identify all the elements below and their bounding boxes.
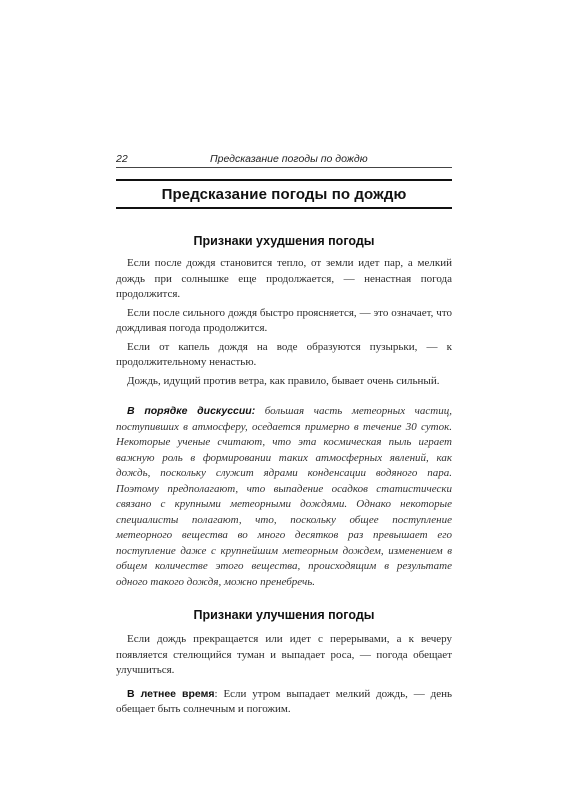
running-header [116,153,452,168]
running-title: Предсказание погоды по дождю [210,153,368,165]
chapter-title: Предсказание погоды по дождю [116,179,452,209]
discussion-lead: В порядке дискуссии: [127,405,256,417]
paragraph-warm-steam: Если после дождя становится тепло, от земли идет пар, а мелкий дождь при солнышке еще продолжается, — ненастная погода продолжится. [116,257,452,300]
summer-lead: В летнее время [127,687,215,700]
paragraph-rain-stops: Если дождь прекращается или идет с перерывами, а к вечеру появляется стелющийся туман и выпадает роса, — погода обещает улучшиться. [116,633,452,676]
section-heading-better: Признаки улучшения погоды [193,608,375,622]
page-number: 22 [116,153,128,165]
section-heading-worse: Признаки ухудшения погоды [193,234,375,248]
summer-paragraph [116,687,452,718]
paragraph-fast-clearing: Если после сильного дождя быстро проясняется, — это означает, что дождливая погода продолжится. [116,306,452,334]
book-page [116,153,452,721]
paragraph-bubbles: Если от капель дождя на воде образуются пузырьки, — к продолжительному ненастью. [116,340,452,368]
paragraph-against-wind: Дождь, идущий против ветра, как правило, бывает очень сильный. [127,374,440,387]
discussion-paragraph [116,404,452,590]
spacer [116,392,452,404]
discussion-text: большая часть метеорных частиц, поступивших в атмосферу, оседается примерно в течение 30 суток. Некоторые ученые считают, что эта космическая пыль играет важную роль в формировании таких атмосферных явлений, как дождь, поскольку служит ядрами конденсации водяного пара. Поэтому предполагают, что выпадение осадков статистически связано с крупными метеорными дождями. Однако некоторые специалисты полагают, что, поскольку общее поступление метеорного вещества во много десятков раз превышает его поступление даже с крупнейшим метеорным дождем, изменением в общем количестве этого вещества, происходящим в результате одного такого дождя, можно пренебречь. [116,405,452,588]
summer-text: : Если утром выпадает мелкий дождь, — день обещает быть солнечным и погожим. [116,687,452,715]
